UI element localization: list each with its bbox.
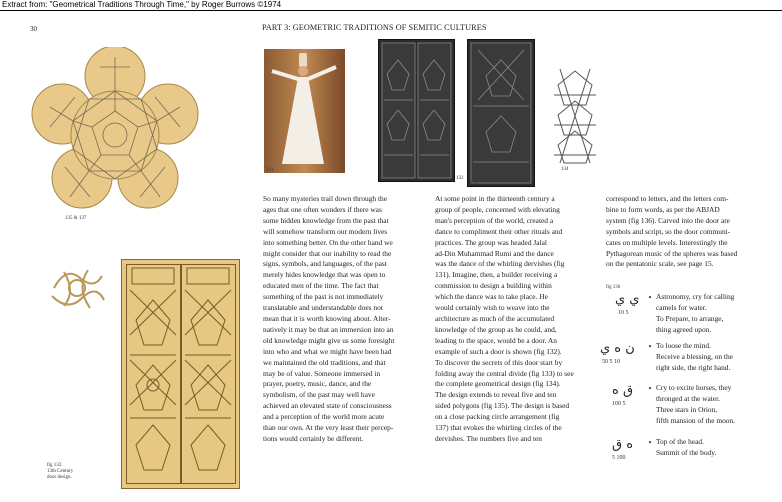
door-caption: [47, 463, 73, 481]
abjad-numbers: 5 100: [612, 455, 626, 461]
fig-131-caption: 131: [266, 168, 274, 173]
fig-136-caption: fig 136: [606, 285, 621, 290]
abjad-entry: [604, 292, 774, 336]
arabic-glyph: ن ه ي: [600, 341, 635, 356]
fig-133-caption: 133: [470, 181, 478, 186]
carved-door-132-pattern: [379, 40, 454, 181]
door-caption-line-3: door design.: [47, 475, 72, 480]
abjad-numbers: 50 5 10: [602, 359, 620, 365]
abjad-numbers: 100 5: [612, 401, 626, 407]
arabic-glyph: ي ي: [615, 292, 640, 307]
abjad-entry: [604, 437, 774, 467]
abjad-meaning: Cry to excite horses, they thronged at the water. Three stars in Orion, fifth mansion of the moon.: [656, 383, 736, 425]
page-number: 30: [30, 25, 37, 33]
arabic-glyph: ه ق: [612, 437, 634, 452]
door-caption-line-1: fig 132.: [47, 463, 63, 468]
fig-134-caption: 134: [561, 167, 569, 172]
carved-door-photo-132: [378, 39, 455, 182]
bullet-dot: •: [648, 439, 653, 447]
abjad-entry: [604, 383, 774, 429]
five-circle-pattern-figure: [30, 47, 200, 217]
arabic-glyph: ق ه: [612, 383, 634, 398]
fig-135-137-caption: 135 & 137: [65, 216, 87, 221]
book-page: [0, 11, 782, 502]
text-column-1: So many mysteries trail down through the ages that one often wonders if there was some hidden knowledge from the past that will somehow transform our modern lives into something better. On the other hand we might consider that our inability to read the signs, symbols, and languages, of the past merely hides knowledge that was open to educated men of the time. The fact that something of the past is not immediately translatable and understandable does not mean that it is worth knowing about. Alter- natively it may be that an immersion into an old knowledge might give us some foresight into who and what we might have been had we maintained the old traditions, and that may be of value. Someone immersed in prayer, poetry, music, dance, and the symbolism, of the past may well have achieved an elevated state of consciousness and a perception of the world more acute than our own. At the very least their percep- tions would certainly be different.: [263, 194, 395, 443]
bullet-dot: •: [648, 385, 653, 393]
bullet-dot: •: [648, 343, 653, 351]
abjad-numbers: 10 5: [618, 310, 629, 316]
door-caption-line-2: 13th Century: [47, 469, 74, 474]
abjad-meaning: To loose the mind. Receive a blessing, on the right side, the right hand.: [656, 341, 733, 372]
abjad-meaning: Top of the head. Summit of the body.: [656, 437, 717, 457]
abjad-entry: [596, 341, 774, 377]
source-header: Extract from: "Geometrical Traditions Through Time," by Roger Burrows ©1974: [0, 0, 782, 10]
bullet-dot: •: [648, 294, 653, 302]
door-star-pattern: [122, 260, 239, 488]
text-column-2: At some point in the thirteenth century a group of people, concerned with elevating man's perception of the world, created a dance to compliment their other rituals and practices. The group was headed Jalal ad-Din Muhammad Rumi and the dance was the dance of the whirling dervishes (fig 131). Imagine, then, a builder receiving a commission to design a building within which the dance was to take place. He would certainly wish to weave into the architecture as much of the accumulated knowledge of the group as he could, and, leading to the space, would be a door. An example of such a door is shown (fig 132). To discover the secrets of this door start by folding away the central divide (fig 133) to see the complete geometrical design (fig 134). The design extends to reveal five and ten sided polygons (fig 135). The design is based on a close packing circle arrangement (fig 137) that evokes the whirling circles of the dervishes. The numbers five and ten: [435, 194, 574, 443]
whirling-dervish-photo: [264, 49, 345, 173]
fig-132-caption: 132: [456, 176, 464, 181]
knot-pattern-figure: [46, 262, 108, 314]
page-heading: PART 3: GEOMETRIC TRADITIONS OF SEMITIC CULTURES: [262, 23, 487, 32]
dervish-figure: [264, 49, 345, 173]
carved-door-133-pattern: [468, 40, 534, 186]
door-design-drawing: [121, 259, 240, 489]
text-column-3: correspond to letters, and the letters com- bine to form words, as per the ABJAD system (fig 136). Carved into the door are symbols and script, so the door communi- cates on multiple levels. Interestingly the Pythagorean music of the spheres was based on the pentatonic scale, see page 15.: [606, 194, 738, 269]
abjad-meaning: Astronomy, cry for calling camels for water. To Prepare, to arrange, thing agreed upon.: [656, 292, 735, 334]
geometric-line-pattern-134: [552, 67, 598, 167]
carved-door-photo-133: [467, 39, 535, 187]
